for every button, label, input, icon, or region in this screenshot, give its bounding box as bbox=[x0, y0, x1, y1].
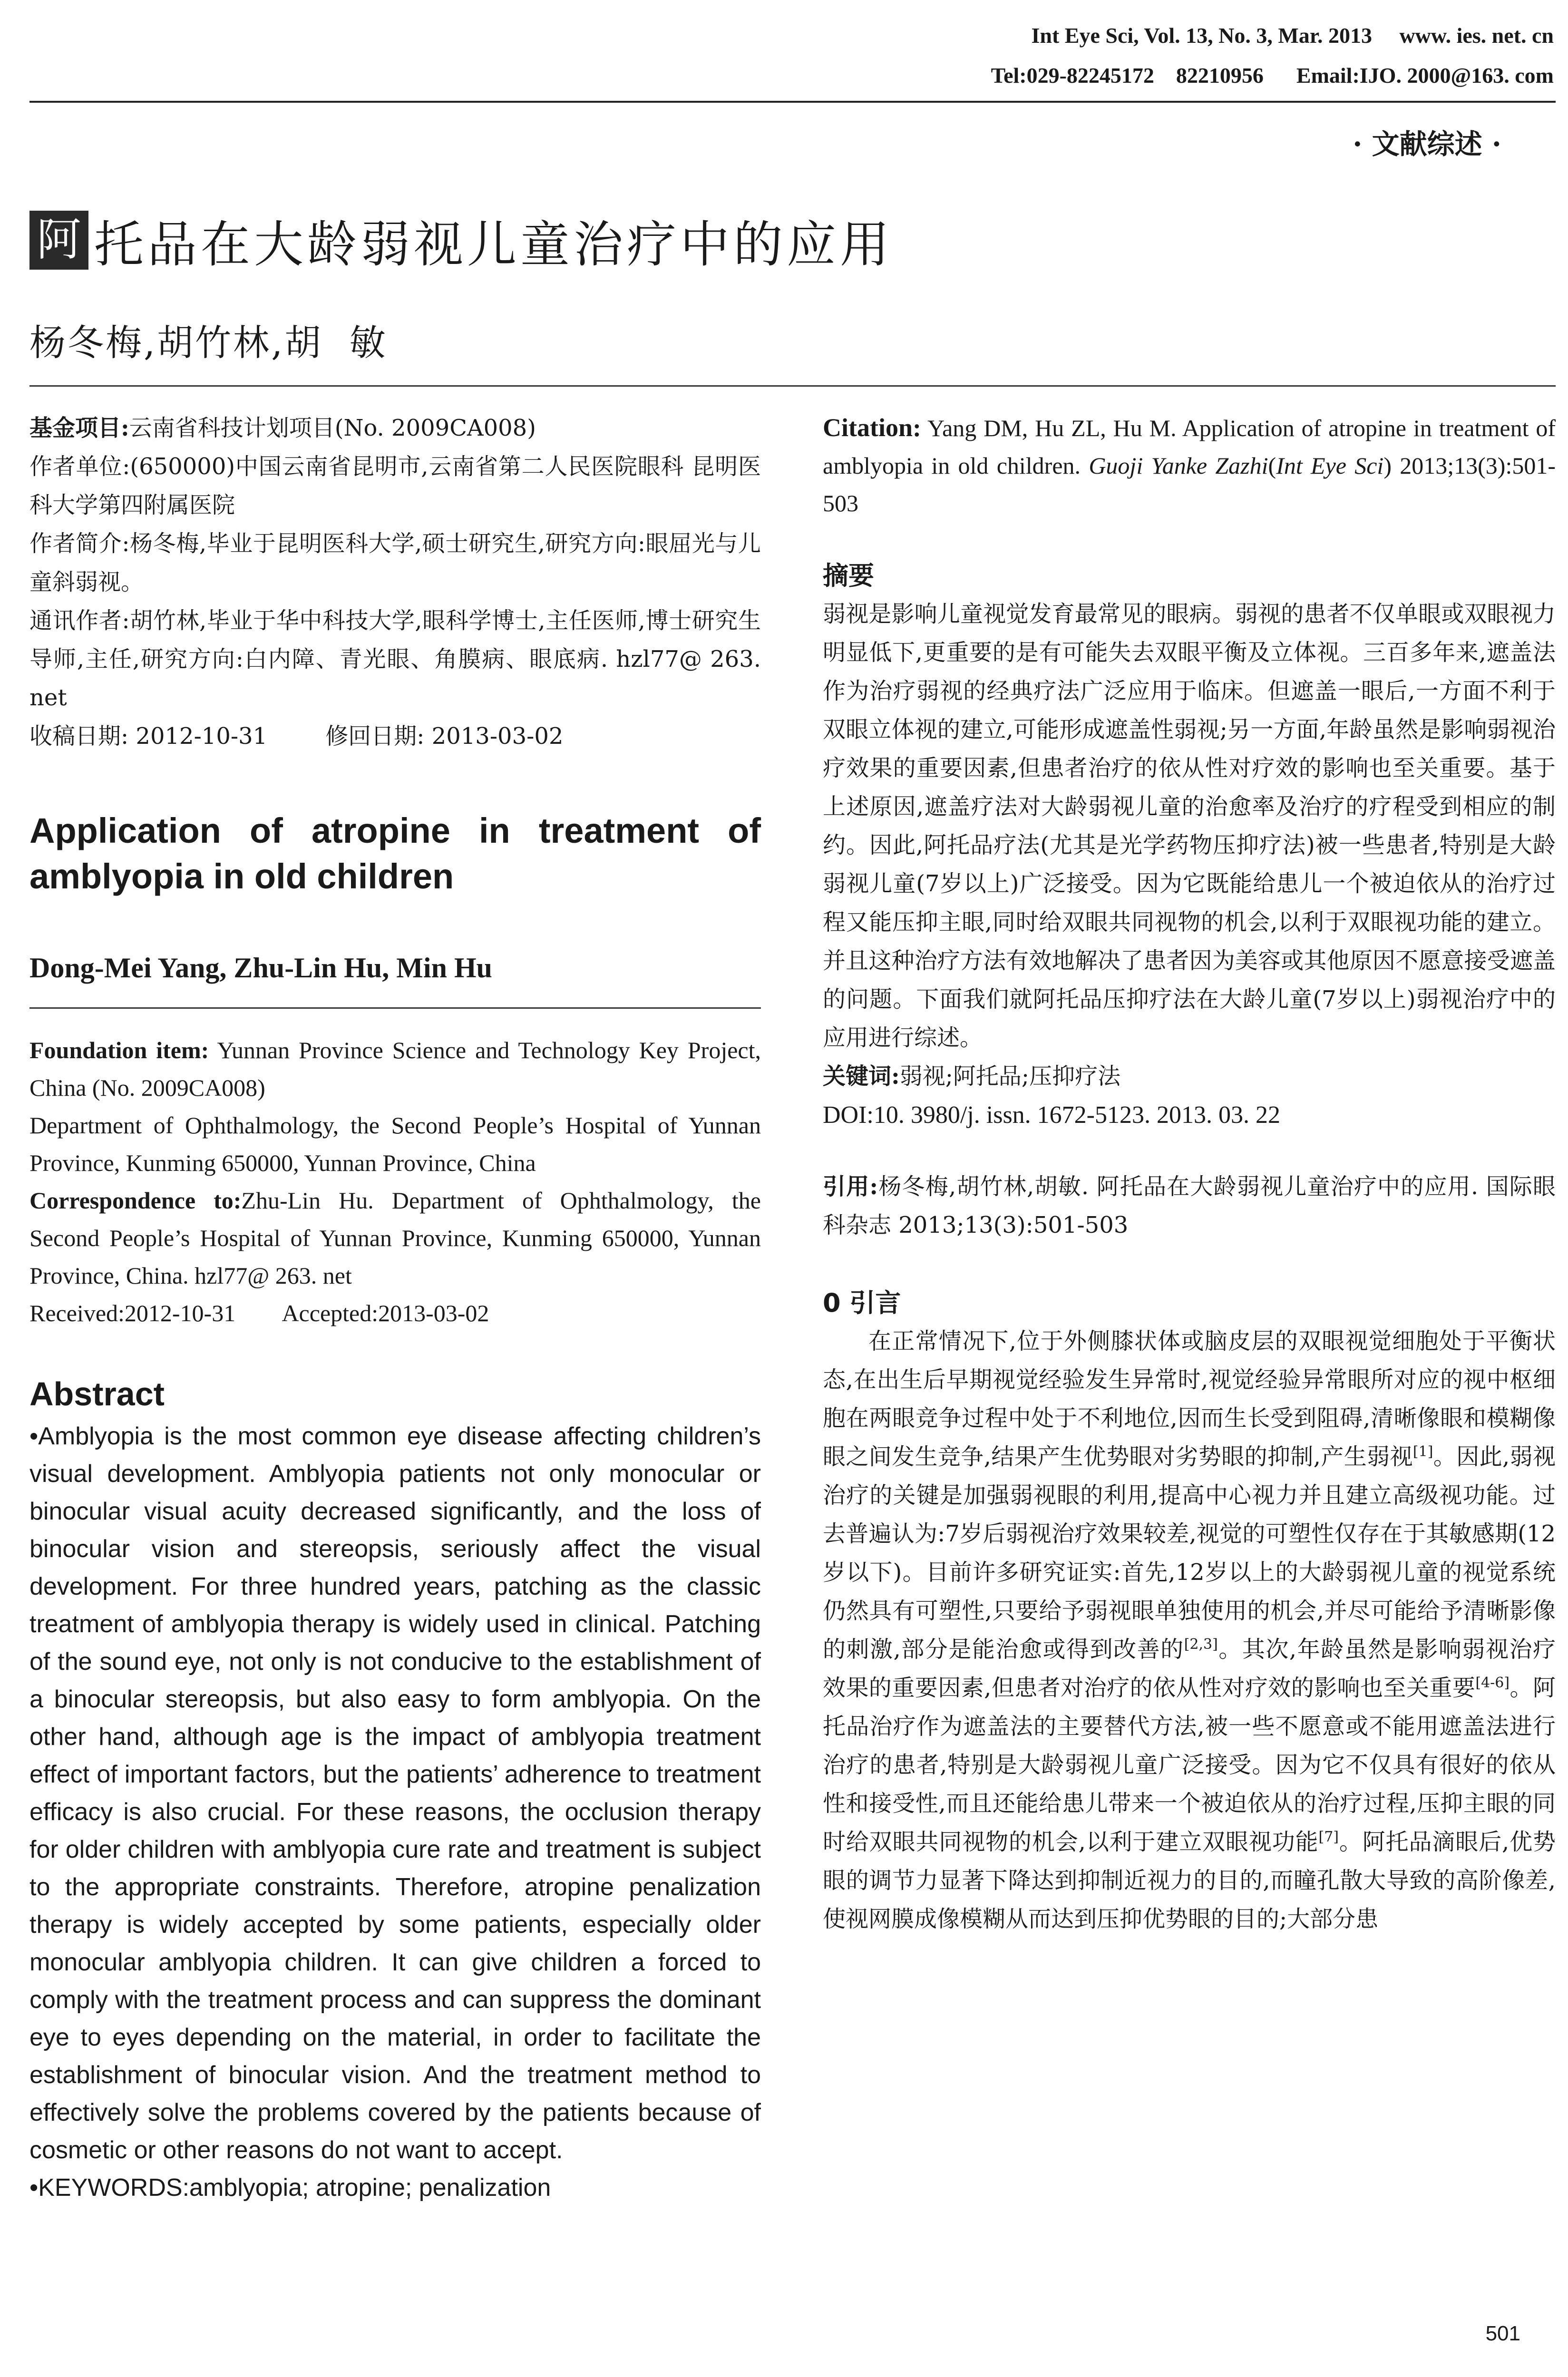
abstract-text-cn: 弱视是影响儿童视觉发育最常见的眼病。弱视的患者不仅单眼或双眼视力明显低下,更重要的是有可能失去双眼平衡及立体视。三百多年来,遮盖法作为治疗弱视的经典疗法广泛应用于临床。但遮盖一眼后,一方面不利于双眼立体视的建立,可能形成遮盖性弱视;另一方面,年龄虽然是影响弱视治疗效果的重要因素,但患者治疗的依从性对疗效的影响也至关重要。基于上述原因,遮盖疗法对大龄弱视儿童的治愈率及治疗的疗程受到相应的制约。因此,阿托品疗法(尤其是光学药物压抑疗法)被一些患者,特别是大龄弱视儿童(7岁以上)广泛接受。因为它既能给患儿一个被迫依从的治疗过程又能压抑主眼,同时给双眼共同视物的机会,以利于双眼视功能的建立。并且这种治疗方法有效地解决了患者因为美容或其他原因不愿意接受遮盖的问题。下面我们就阿托品压抑疗法在大龄儿童(7岁以上)弱视治疗中的应用进行综述。 bbox=[823, 601, 1556, 1051]
abstract-heading-cn: 摘要 bbox=[823, 561, 874, 591]
author-bio: 作者简介:杨冬梅,毕业于昆明医科大学,硕士研究生,研究方向:眼屈光与儿童斜弱视。 bbox=[29, 530, 761, 595]
department: Department of Ophthalmology, the Second People’s Hospital of Yunnan Province, Kunming 650000, Yunnan Province, China bbox=[29, 1112, 761, 1176]
funding-info: 基金项目:云南省科技计划项目(No. 2009CA008) bbox=[29, 415, 536, 441]
cite-cn: 引用:杨冬梅,胡竹林,胡敏. 阿托品在大龄弱视儿童治疗中的应用. 国际眼科杂志 2013;13(3):501-503 bbox=[823, 1173, 1556, 1238]
title-text: 托品在大龄弱视儿童治疗中的应用 bbox=[94, 215, 894, 273]
ref-citation: [4-6] bbox=[1475, 1675, 1510, 1691]
article-title bbox=[29, 205, 893, 276]
english-title-line1: Application of atropine in treatment of bbox=[29, 811, 761, 850]
abstract-text-en: • Amblyopia is the most common eye disease affecting children’s visual development. Amblyopia patients not only monocular or binocular visual acuity decreased significantly, and the loss of binocular vision and stereopsis, seriously affect the visual development. For three hundred years, patching as the classic treatment of amblyopia therapy is widely used in clinical. Patching of the sound eye, not only is not conducive to the establishment of a binocular stereopsis, but also easy to form amblyopia. On the other hand, although age is the impact of amblyopia treatment effect of important factors, but the patients’ adherence to treatment efficacy is also crucial. For these reasons, the occlusion therapy for older children with amblyopia cure rate and treatment is subject to the appropriate constraints. Therefore, atropine penalization therapy is widely accepted by some patients, especially older monocular amblyopia children. It can give children a forced to comply with the treatment process and can suppress the dominant eye to eyes depending on the material, in order to facilitate the establishment of binocular vision. And the treatment method to effectively solve the problems covered by the patients because of cosmetic or other reasons do not want to accept. bbox=[29, 1418, 761, 2169]
received-accepted: Received:2012-10-31 Accepted:2013-03-02 bbox=[29, 1300, 489, 1326]
intro-heading: 0 引言 bbox=[823, 1288, 901, 1318]
title-first-char-box: 阿 bbox=[29, 211, 88, 270]
right-column bbox=[823, 409, 1556, 1939]
intro-paragraph: 在正常情况下,位于外侧膝状体或脑皮层的双眼视觉细胞处于平衡状态,在出生后早期视觉经验发生异常时,视觉经验异常眼所对应的视中枢细胞在两眼竞争过程中处于不利地位,因而生长受到阻碍,清晰像眼和模糊像眼之间发生竞争,结果产生优势眼对劣势眼的抑制,产生弱视[1]。因此,弱视治疗的关键是加强弱视眼的利用,提高中心视力并且建立高级视功能。过去普遍认为:7岁后弱视治疗效果较差,视觉的可塑性仅存在于其敏感期(12岁以下)。目前许多研究证实:首先,12岁以上的大龄弱视儿童的视觉系统仍然具有可塑性,只要给予弱视眼单独使用的机会,并尽可能给予清晰影像的刺激,部分是能治愈或得到改善的[2,3]。其次,年龄虽然是影响弱视治疗效果的重要因素,但患者对治疗的依从性对疗效的影响也至关重要[4-6]。阿托品治疗作为遮盖法的主要替代方法,被一些不愿意或不能用遮盖法进行治疗的患者,特别是大龄弱视儿童广泛接受。因为它不仅具有很好的依从性和接受性,而且还能给患儿带来一个被迫依从的治疗过程,压抑主眼的同时给双眼共同视物的机会,以利于建立双眼视功能[7]。阿托品滴眼后,优势眼的调节力显著下降达到抑制近视力的目的,而瞳孔散大导致的高阶像差,使视网膜成像模糊从而达到压抑优势眼的目的;大部分患 bbox=[823, 1328, 1556, 1932]
keywords-cn: 关键词:弱视;阿托品;压抑疗法 bbox=[823, 1063, 1121, 1090]
citation-en: Citation: Yang DM, Hu ZL, Hu M. Application of atropine in treatment of amblyopia in old children. Guoji Yanke Zazhi(Int Eye Sci) 2013;13(3):501-503 bbox=[823, 413, 1556, 516]
doi: DOI:10. 3980/j. issn. 1672-5123. 2013. 03. 22 bbox=[823, 1101, 1280, 1129]
abstract-heading-en: Abstract bbox=[29, 1375, 165, 1413]
left-column bbox=[29, 409, 761, 2207]
received-dates-cn: 收稿日期: 2012-10-31 修回日期: 2013-03-02 bbox=[29, 723, 564, 750]
authors-cn: 杨冬梅,胡竹林,胡 敏 bbox=[29, 321, 388, 364]
correspondence: Correspondence to:Zhu-Lin Hu. Department of Ophthalmology, the Second People’s Hospital of Yunnan Province, Kunming 650000, Yunnan Province, China. hzl77@ 263. net bbox=[29, 1187, 761, 1289]
ref-citation: [7] bbox=[1318, 1829, 1339, 1845]
corresponding-author: 通讯作者:胡竹林,毕业于华中科技大学,眼科学博士,主任医师,博士研究生导师,主任,研究方向:白内障、青光眼、角膜病、眼底病. hzl77@ 263. net bbox=[29, 607, 761, 711]
keywords-en: • KEYWORDS:amblyopia; atropine; penalization bbox=[29, 2169, 761, 2207]
title-divider bbox=[29, 385, 1556, 387]
ref-citation: [2,3] bbox=[1184, 1636, 1218, 1653]
ref-citation: [1] bbox=[1412, 1443, 1433, 1460]
header-divider bbox=[29, 101, 1556, 103]
english-section-divider bbox=[29, 1007, 761, 1009]
english-title-line2: amblyopia in old children bbox=[29, 857, 454, 896]
foundation-item: Foundation item: Yunnan Province Science and Technology Key Project, China (No. 2009CA008) bbox=[29, 1037, 761, 1101]
journal-header-line2: Tel:029-82245172 82210956 Email:IJO. 2000@163. com bbox=[991, 63, 1554, 88]
section-label: · 文献综述 · bbox=[1353, 128, 1501, 160]
affiliation-info: 作者单位:(650000)中国云南省昆明市,云南省第二人民医院眼科 昆明医科大学第四附属医院 bbox=[29, 453, 761, 518]
journal-header-line1: Int Eye Sci, Vol. 13, No. 3, Mar. 2013 www. ies. net. cn bbox=[1031, 23, 1554, 48]
english-authors: Dong-Mei Yang, Zhu-Lin Hu, Min Hu bbox=[29, 952, 492, 984]
page-number: 501 bbox=[1485, 2322, 1520, 2345]
